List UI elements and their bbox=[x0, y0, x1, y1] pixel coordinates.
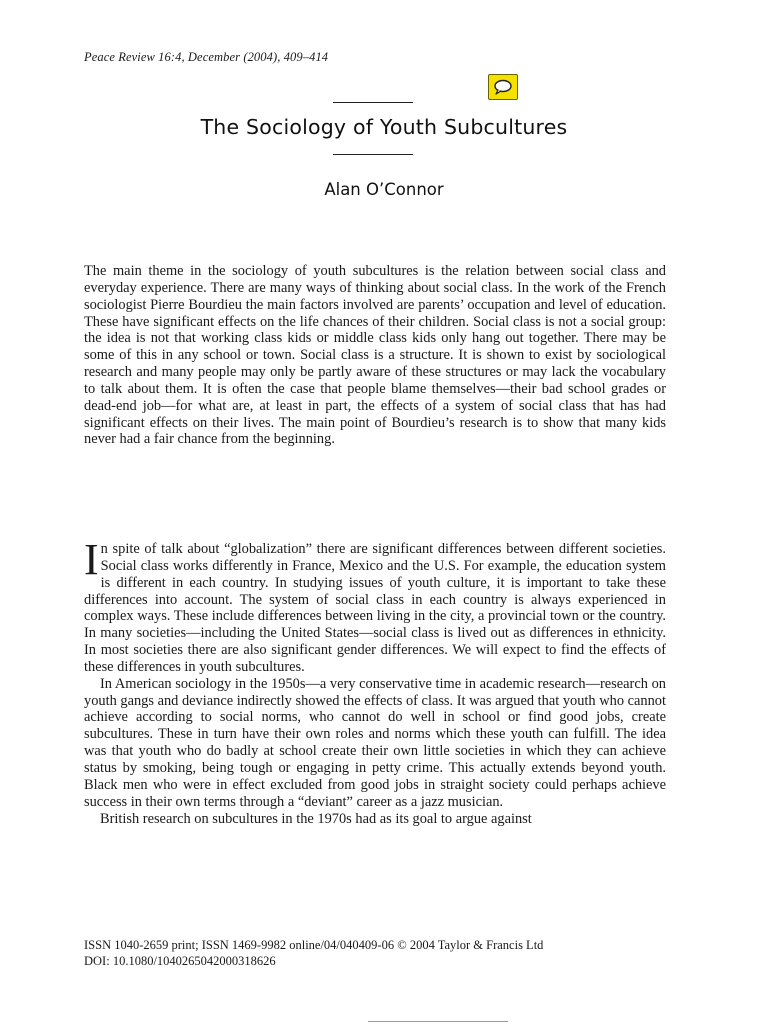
issn-line: ISSN 1040-2659 print; ISSN 1469-9982 online/04/040409-06 © 2004 Taylor & Francis Ltd bbox=[84, 938, 544, 952]
abstract-text: The main theme in the sociology of youth subcultures is the relation between social class and everyday experience. There are many ways of thinking about social class. In the work of the French sociologist Pierre Bourdieu the main factors involved are parents’ occupation and level of education. These have significant effects on the life chances of their children. Social class is not a social group: the idea is not that working class kids or middle class kids only hang out together. There may be some of this in any school or town. Social class is a structure. It is shown to exist by sociological research and many people may only be partly aware of these structures or may lack the vocabulary to talk about them. It is often the case that people blame themselves—their bad school grades or dead-end job—for what are, at least in part, the effects of a system of social class that has had significant effects on their lives. The main point of Bourdieu’s research is to show that many kids never had a fair chance from the beginning. bbox=[84, 263, 666, 448]
comment-note-icon[interactable] bbox=[488, 74, 518, 100]
body-paragraph-1-text: n spite of talk about “globalization” there are significant differences between different societies. Social class works differently in France, Mexico and the U.S. For example, the education system is different in each country. In studying issues of youth culture, it is important to take these differences into account. The system of social class in each country is always experienced in complex ways. These include differences between living in the city, a provincial town or the country. In many societies—including the United States—social class is lived out as differences in ethnicity. In most societies there are also significant gender differences. We will expect to find the effects of these differences in youth subcultures. bbox=[84, 541, 666, 675]
abstract bbox=[84, 263, 666, 448]
drop-cap: I bbox=[84, 535, 99, 584]
page-bottom-rule bbox=[368, 1021, 508, 1022]
article-title: The Sociology of Youth Subcultures bbox=[200, 115, 568, 139]
journal-citation: Peace Review 16:4, December (2004), 409–414 bbox=[84, 50, 329, 64]
publication-footer bbox=[84, 937, 543, 969]
article-body bbox=[84, 535, 666, 827]
body-paragraph-2: In American sociology in the 1950s—a very conservative time in academic research—research on youth gangs and deviance indirectly showed the effects of class. It was argued that youth who cannot achieve according to social norms, who cannot do well in school or find good jobs, create subcultures. These in turn have their own roles and norms which these youth can fulfill. The idea was that youth who do badly at school create their own little societies in which they can achieve status by smoking, being tough or engaging in petty crime. This actually extends beyond youth. Black men who were in effect excluded from good jobs in straight society could perhaps achieve success in their own terms through a “deviant” career as a jazz musician. bbox=[84, 675, 666, 810]
title-rule-bottom bbox=[333, 154, 413, 155]
doi-line: DOI: 10.1080/1040265042000318626 bbox=[84, 954, 276, 968]
body-paragraph-1 bbox=[84, 535, 666, 676]
speech-bubble-icon bbox=[493, 79, 513, 95]
body-paragraph-3: British research on subcultures in the 1970s had as its goal to argue against bbox=[100, 810, 532, 827]
title-rule-top bbox=[333, 102, 413, 103]
article-author: Alan O’Connor bbox=[324, 180, 444, 199]
